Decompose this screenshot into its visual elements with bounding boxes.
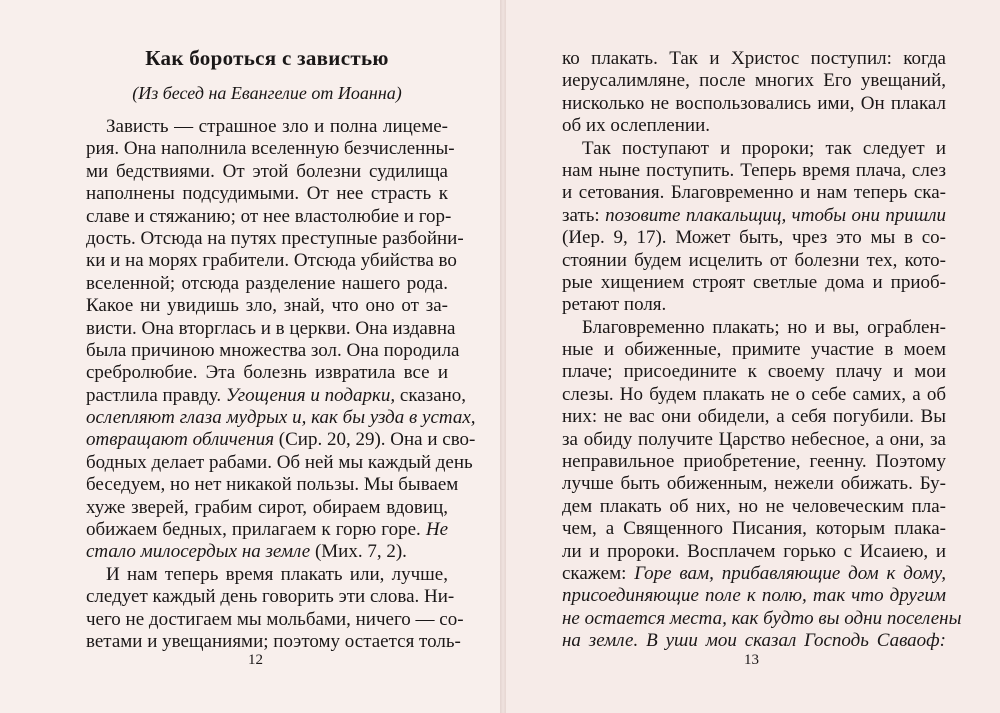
text-run: об их ослеплении.: [562, 115, 710, 137]
text-line: [562, 48, 946, 70]
text-run: сказано,: [395, 384, 467, 406]
italic-quote: Не: [425, 519, 448, 541]
text-line: [562, 541, 946, 563]
chapter-subtitle: (Из бесед на Евангелие от Иоанна): [132, 83, 402, 103]
text-run: них: не вас они обидели, а себя погубили. Вы: [562, 406, 946, 428]
text-line: [86, 250, 457, 272]
text-line: [86, 586, 455, 608]
text-run: неправильное приобретение, геенну. Поэтому: [562, 451, 946, 473]
text-line: [562, 115, 946, 137]
text-line: [86, 564, 448, 586]
text-line: [562, 451, 946, 473]
italic-quote: Горе вам, прибавляющие дом к дому,: [634, 562, 947, 584]
text-run: ли и пророки. Восплачем горько с Исаиею, и: [562, 540, 946, 562]
text-line: [562, 182, 946, 204]
text-run: хуже зверей, грабим сирот, обираем вдовиц,: [86, 496, 448, 518]
italic-quote: ослепляют глаза мудрых и, как бы узда в устах,: [86, 407, 476, 429]
text-run: рия. Она наполнила вселенную безчисленны-: [86, 138, 455, 160]
text-line: [562, 205, 946, 227]
text-run: следует каждый день говорить эти слова. Ни-: [86, 586, 455, 608]
text-line: [562, 384, 946, 406]
text-line: [562, 630, 946, 652]
text-run: дость. Отсюда на путях преступные разбойни-: [86, 227, 464, 249]
text-run: (Мих. 7, 2).: [310, 541, 407, 563]
text-line: [86, 362, 448, 384]
text-line: [86, 519, 448, 541]
text-line: [86, 384, 467, 407]
text-line: [562, 339, 946, 361]
text-run: была причиною множества зол. Она породила: [86, 339, 460, 361]
text-line: [562, 496, 946, 518]
text-line: [86, 138, 455, 160]
text-line: [86, 474, 459, 496]
text-run: ко плакать. Так и Христос поступил: когда: [562, 48, 946, 69]
text-run: зать:: [562, 204, 606, 226]
right-page-text: [562, 48, 962, 653]
text-line: [86, 429, 476, 451]
italic-quote: на земле. В уши мои сказал Господь Саваоф:: [562, 630, 946, 652]
text-run: (Иер. 9, 17). Может быть, чрез это мы в со-: [562, 227, 946, 249]
text-run: рые хищением строят светлые дома и приоб-: [562, 271, 946, 293]
italic-quote: Угощения и подарки,: [225, 384, 396, 406]
text-run: И нам теперь время плакать или, лучше,: [106, 563, 448, 585]
text-run: Благовременно плакать; но и вы, ограблен-: [582, 316, 946, 338]
text-line: [86, 205, 452, 228]
text-line: [562, 138, 946, 160]
text-line: [562, 607, 962, 630]
text-run: нисколько не воспользовались ими, Он плакал: [562, 92, 946, 114]
text-run: Так поступают и пророки; так следует и: [582, 137, 946, 159]
text-run: растлила правду.: [86, 384, 226, 406]
text-line: [562, 429, 946, 451]
text-line: [86, 630, 461, 653]
text-line: [86, 339, 460, 362]
chapter-title: Как бороться с завистью: [145, 46, 389, 70]
text-run: наполнены подсудимыми. От нее страсть к: [86, 183, 448, 205]
text-line: [86, 116, 448, 138]
text-run: Зависть — страшное зло и полна лицеме-: [106, 116, 448, 137]
text-run: ки и на морях грабители. Отсюда убийства во: [86, 250, 457, 272]
italic-quote: позовите плакальщиц, чтобы они пришли: [605, 204, 947, 226]
text-run: ветами и увещаниями; поэтому остается толь-: [86, 630, 461, 652]
text-run: вселенной; отсюда разделение нашего рода.: [86, 272, 448, 294]
text-line: [86, 183, 448, 205]
right-page: [506, 0, 1000, 713]
text-run: за обиду получите Царство небесное, а они, за: [562, 428, 946, 450]
text-run: стоянии будем исцелить от болезни тех, кото-: [562, 249, 946, 271]
text-run: чем, а Священного Писания, которым плака-: [562, 518, 946, 540]
text-line: [562, 473, 946, 495]
italic-quote: присоединяющие поле к полю, так что другим: [562, 585, 946, 607]
text-run: чего не достигаем мы мольбами, ничего — со-: [86, 608, 464, 630]
text-run: сребролюбие. Эта болезнь извратила все и: [86, 362, 448, 384]
text-line: [562, 406, 946, 428]
text-run: Какое ни увидишь зло, знай, что оно от за-: [86, 295, 448, 317]
text-line: [86, 273, 448, 295]
text-line: [86, 541, 448, 563]
text-run: славе и стяжанию; от нее властолюбие и гор-: [86, 205, 452, 227]
text-line: [562, 294, 946, 316]
text-run: беседуем, но нет никакой пользы. Мы бываем: [86, 474, 459, 496]
text-run: скажем:: [562, 562, 635, 584]
text-line: [562, 585, 946, 607]
text-line: [86, 317, 456, 340]
text-line: [562, 250, 946, 272]
text-line: [562, 518, 946, 540]
text-line: [86, 161, 448, 183]
page-number: 13: [744, 652, 759, 668]
text-run: висти. Она вторглась и в церкви. Она издавна: [86, 317, 456, 339]
text-run: дем плакать об них, но не человеческим пла-: [562, 495, 946, 517]
text-run: и сетования. Благовременно и нам теперь ска-: [562, 182, 946, 204]
text-line: [86, 451, 473, 474]
page-number: 12: [248, 652, 263, 668]
text-line: [562, 93, 946, 115]
italic-quote: отвращают обличения: [86, 429, 275, 451]
text-line: [562, 272, 946, 294]
left-page-text: [86, 116, 476, 653]
text-run: ные и обиженные, примите участие в моем: [562, 339, 946, 361]
text-line: [86, 497, 448, 519]
text-run: бодных делает рабами. Об ней мы каждый день: [86, 451, 473, 473]
text-line: [562, 227, 946, 249]
text-run: нам ныне поступить. Теперь время плача, слез: [562, 159, 946, 181]
text-run: слезы. Но будем плакать не о себе самих, а об: [562, 383, 946, 405]
text-run: лучше быть обиженным, нежели обижать. Бу-: [562, 473, 946, 495]
text-run: иерусалимляне, после многих Его увещаний,: [562, 70, 946, 92]
italic-quote: не остается места, как будто вы одни поселены: [562, 607, 962, 629]
text-line: [562, 563, 946, 585]
text-line: [86, 608, 464, 631]
text-line: [86, 407, 476, 429]
text-run: (Сир. 20, 29). Она и сво-: [274, 429, 476, 451]
text-line: [86, 295, 448, 317]
text-line: [562, 361, 946, 383]
text-line: [86, 227, 464, 250]
text-line: [562, 70, 946, 92]
text-run: плаче; присоедините к своему плачу и мои: [562, 361, 946, 383]
text-run: ми бедствиями. От этой болезни судилища: [86, 160, 448, 182]
text-run: ретают поля.: [562, 294, 667, 316]
text-line: [562, 317, 946, 339]
text-line: [562, 160, 946, 182]
text-run: обижаем бедных, прилагаем к горю горе.: [86, 519, 426, 541]
italic-quote: стало милосердых на земле: [86, 541, 311, 563]
